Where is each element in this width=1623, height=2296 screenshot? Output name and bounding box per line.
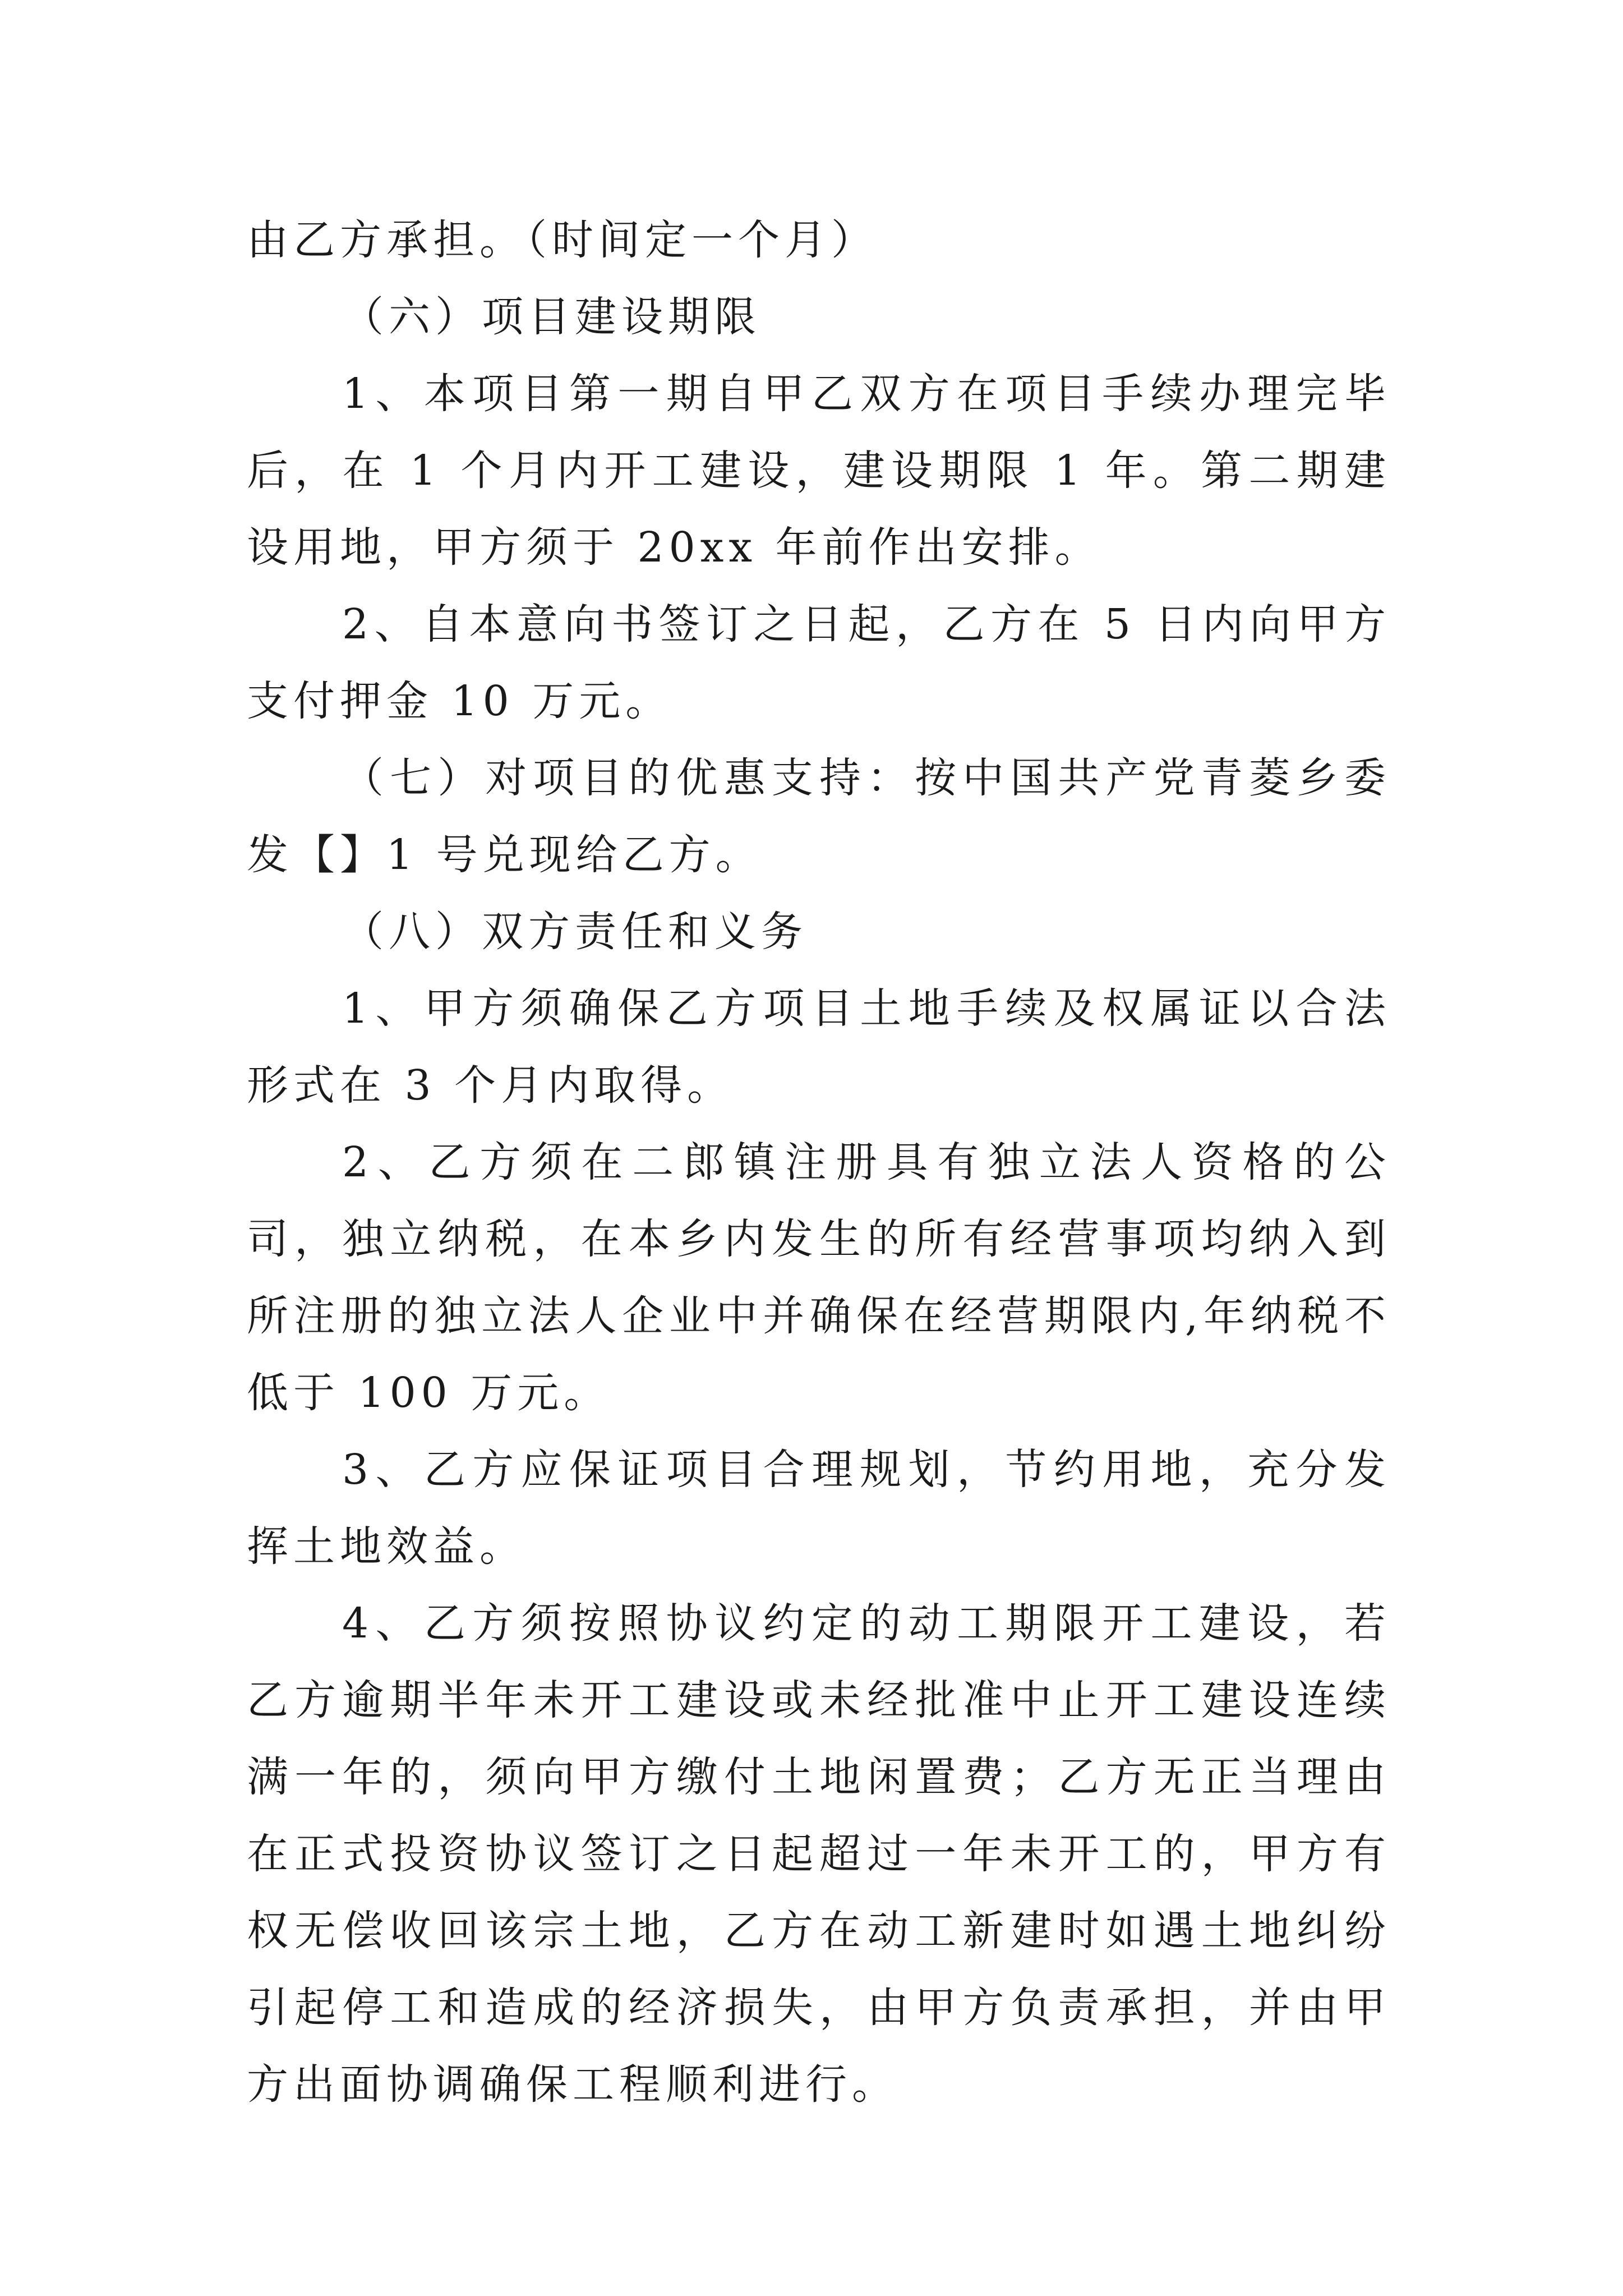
paragraph-item: 4、乙方须按照协议约定的动工期限开工建设，若乙方逾期半年未开工建设或未经批准中止开工建设连续满一年的，须向甲方缴付土地闲置费；乙方无正当理由在正式投资协议签订之日起超过一年未开工的，甲方有权无偿收回该宗土地，乙方在动工新建时如遇土地纠纷引起停工和造成的经济损失，由甲方负责承担，并由甲方出面协调确保工程顺利进行。 [247, 1599, 1391, 2109]
paragraph-item: 2、自本意向书签订之日起，乙方在 5 日内向甲方支付押金 10 万元。 [247, 600, 1391, 725]
section-heading-seven: （七）对项目的优惠支持：按中国共产党青菱乡委发【】1 号兑现给乙方。 [247, 754, 1391, 879]
paragraph-item: 3、乙方应保证项目合理规划，节约用地，充分发挥土地效益。 [247, 1446, 1391, 1571]
section-heading-six: （六）项目建设期限 [342, 293, 761, 341]
document-body [247, 202, 1391, 2123]
paragraph-item: 1、本项目第一期自甲乙双方在项目手续办理完毕后，在 1 个月内开工建设，建设期限 1 年。第二期建设用地，甲方须于 20xx 年前作出安排。 [247, 370, 1391, 572]
paragraph-item: 1、甲方须确保乙方项目土地手续及权属证以合法形式在 3 个月内取得。 [247, 984, 1391, 1110]
paragraph-continuation: 由乙方承担。（时间定一个月） [247, 216, 878, 264]
paragraph-item: 2、乙方须在二郎镇注册具有独立法人资格的公司，独立纳税，在本乡内发生的所有经营事项均纳入到所注册的独立法人企业中并确保在经营期限内,年纳税不低于 100 万元。 [247, 1138, 1391, 1417]
section-heading-eight: （八）双方责任和义务 [342, 908, 808, 956]
